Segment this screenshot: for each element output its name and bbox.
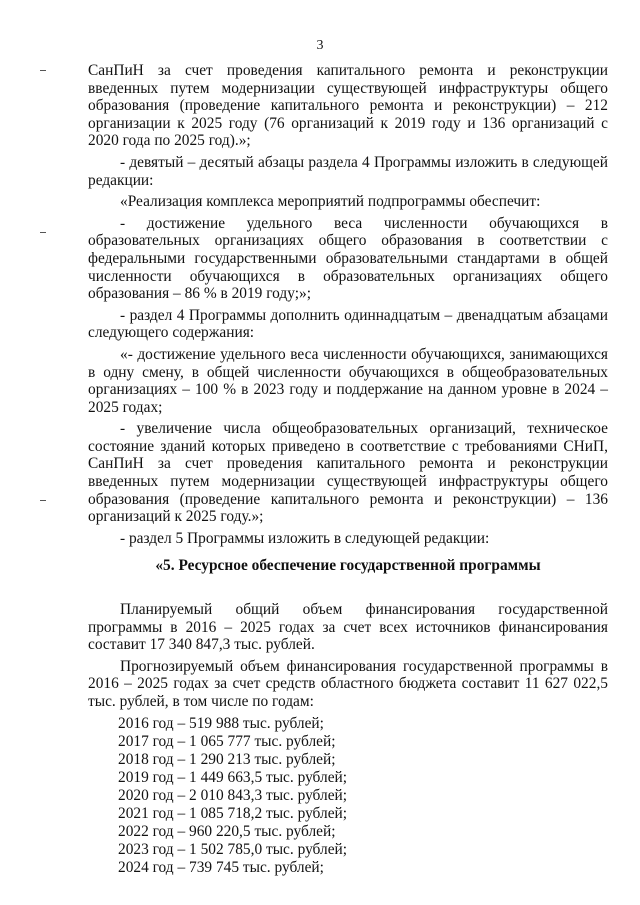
section-heading: «5. Ресурсное обеспечение государственной программы bbox=[155, 557, 541, 575]
document-body bbox=[88, 62, 608, 877]
paragraph: «Реализация комплекса мероприятий подпрограммы обеспечит: bbox=[120, 193, 541, 211]
list-item: 2024 год – 739 745 тыс. рублей; bbox=[118, 858, 324, 876]
paragraph: Прогнозируемый объем финансирования государственной программы в 2016 – 2025 годах за счет средств областного бюджета составит 11 627 022,5 тыс. рублей, в том числе по годам: bbox=[88, 657, 608, 710]
list-item: 2020 год – 2 010 843,3 тыс. рублей; bbox=[118, 786, 348, 804]
list-item: 2021 год – 1 085 718,2 тыс. рублей; bbox=[118, 804, 348, 822]
list-item: 2017 год – 1 065 777 тыс. рублей; bbox=[118, 732, 336, 750]
paragraph: - девятый – десятый абзацы раздела 4 Программы изложить в следующей редакции: bbox=[88, 153, 608, 189]
margin-mark bbox=[40, 70, 46, 71]
list-item: 2019 год – 1 449 663,5 тыс. рублей; bbox=[118, 768, 348, 786]
list-item: 2016 год – 519 988 тыс. рублей; bbox=[118, 714, 324, 732]
margin-mark bbox=[40, 500, 46, 501]
funding-by-year-list bbox=[118, 715, 608, 877]
paragraph: - раздел 5 Программы изложить в следующей редакции: bbox=[120, 529, 490, 547]
paragraph: - увеличение числа общеобразовательных организаций, техническое состояние зданий которых приведено в соответствие с требованиями СНиП, СанПиН за счет проведения капитального ремонта и реконструкции введенных путем модернизации существующей инфраструктуры общего образования (проведение капитального ремонта и реконструкции) – 136 организаций к 2025 году.»; bbox=[88, 420, 608, 526]
paragraph: Планируемый общий объем финансирования государственной программы в 2016 – 2025 годах за счет всех источников финансирования составит 17 340 847,3 тыс. рублей. bbox=[88, 601, 608, 654]
paragraph: - раздел 4 Программы дополнить одиннадцатым – двенадцатым абзацами следующего содержания: bbox=[88, 306, 608, 342]
margin-mark bbox=[40, 232, 46, 233]
paragraph: - достижение удельного веса численности обучающихся в образовательных организациях общего образования в соответствии с федеральными государственными образовательными стандартами в общей численности обучающихся в образовательных организациях общего образования – 86 % в 2019 году;»; bbox=[88, 214, 608, 303]
list-item: 2023 год – 1 502 785,0 тыс. рублей; bbox=[118, 840, 348, 858]
list-item: 2022 год – 960 220,5 тыс. рублей; bbox=[118, 822, 336, 840]
page-number: 3 bbox=[316, 38, 324, 53]
list-item: 2018 год – 1 290 213 тыс. рублей; bbox=[118, 750, 336, 768]
paragraph: СанПиН за счет проведения капитального ремонта и реконструкции введенных путем модернизации существующей инфраструктуры общего образования (проведение капитального ремонта и реконструкции) – 212 организации к 2025 году (76 организаций к 2019 году и 136 организаций с 2020 года по 2025 год).»; bbox=[88, 62, 608, 150]
paragraph: «- достижение удельного веса численности обучающихся, занимающихся в одну смену, в общей численности обучающихся в общеобразовательных организациях – 100 % в 2023 году и поддержание на данном уровне в 2024 – 2025 годах; bbox=[88, 345, 608, 416]
